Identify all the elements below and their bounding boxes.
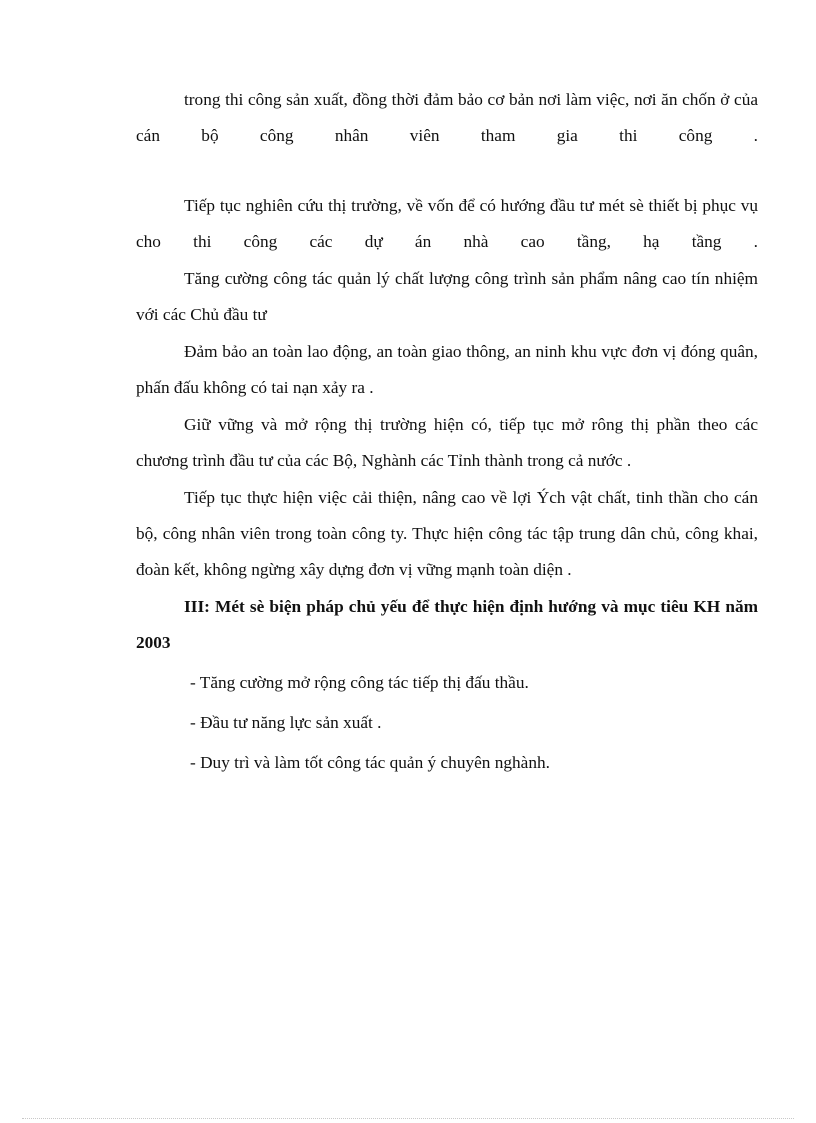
- paragraph-welfare: Tiếp tục thực hiện việc cải thiện, nâng cao về lợi Ých vật chất, tinh thần cho cán bộ, công nhân viên trong toàn công ty. Thực hiện công tác tập trung dân chủ, công khai, đoàn kết, không ngừng xây dựng đơn vị vững mạnh toàn diện .: [136, 488, 758, 579]
- measures-list: [136, 663, 758, 783]
- paragraph-continuation: trong thi công sản xuất, đồng thời đảm bảo cơ bản nơi làm việc, nơi ăn chốn ở của cán bộ công nhân viên tham gia thi công .: [136, 90, 758, 145]
- list-item: - Đầu tư năng lực sản xuất .: [190, 713, 382, 732]
- paragraph-quality-management: Tăng cường công tác quản lý chất lượng công trình sản phẩm nâng cao tín nhiệm với các Chủ đầu tư: [136, 269, 758, 324]
- section-heading: III: Mét sè biện pháp chủ yếu để thực hiện định hướng và mục tiêu KH năm 2003: [136, 597, 758, 652]
- list-item: - Tăng cường mở rộng công tác tiếp thị đấu thầu.: [190, 673, 529, 692]
- paragraph-safety: Đảm bảo an toàn lao động, an toàn giao thông, an ninh khu vực đơn vị đóng quân, phấn đấu không có tai nạn xảy ra .: [136, 342, 758, 397]
- list-item: - Duy trì và làm tốt công tác quản ý chuyên nghành.: [190, 753, 550, 772]
- paragraph-market-research: Tiếp tục nghiên cứu thị trường, về vốn để có hướng đầu tư mét sè thiết bị phục vụ cho thi công các dự án nhà cao tầng, hạ tầng .: [136, 196, 758, 251]
- page-bottom-divider: [22, 1118, 794, 1119]
- paragraph-market-expansion: Giữ vững và mở rộng thị trường hiện có, tiếp tục mở rông thị phần theo các chương trình đầu tư của các Bộ, Nghành các Tỉnh thành trong cả nước .: [136, 415, 758, 470]
- document-body: [136, 82, 758, 783]
- paragraph-gap: [136, 154, 758, 188]
